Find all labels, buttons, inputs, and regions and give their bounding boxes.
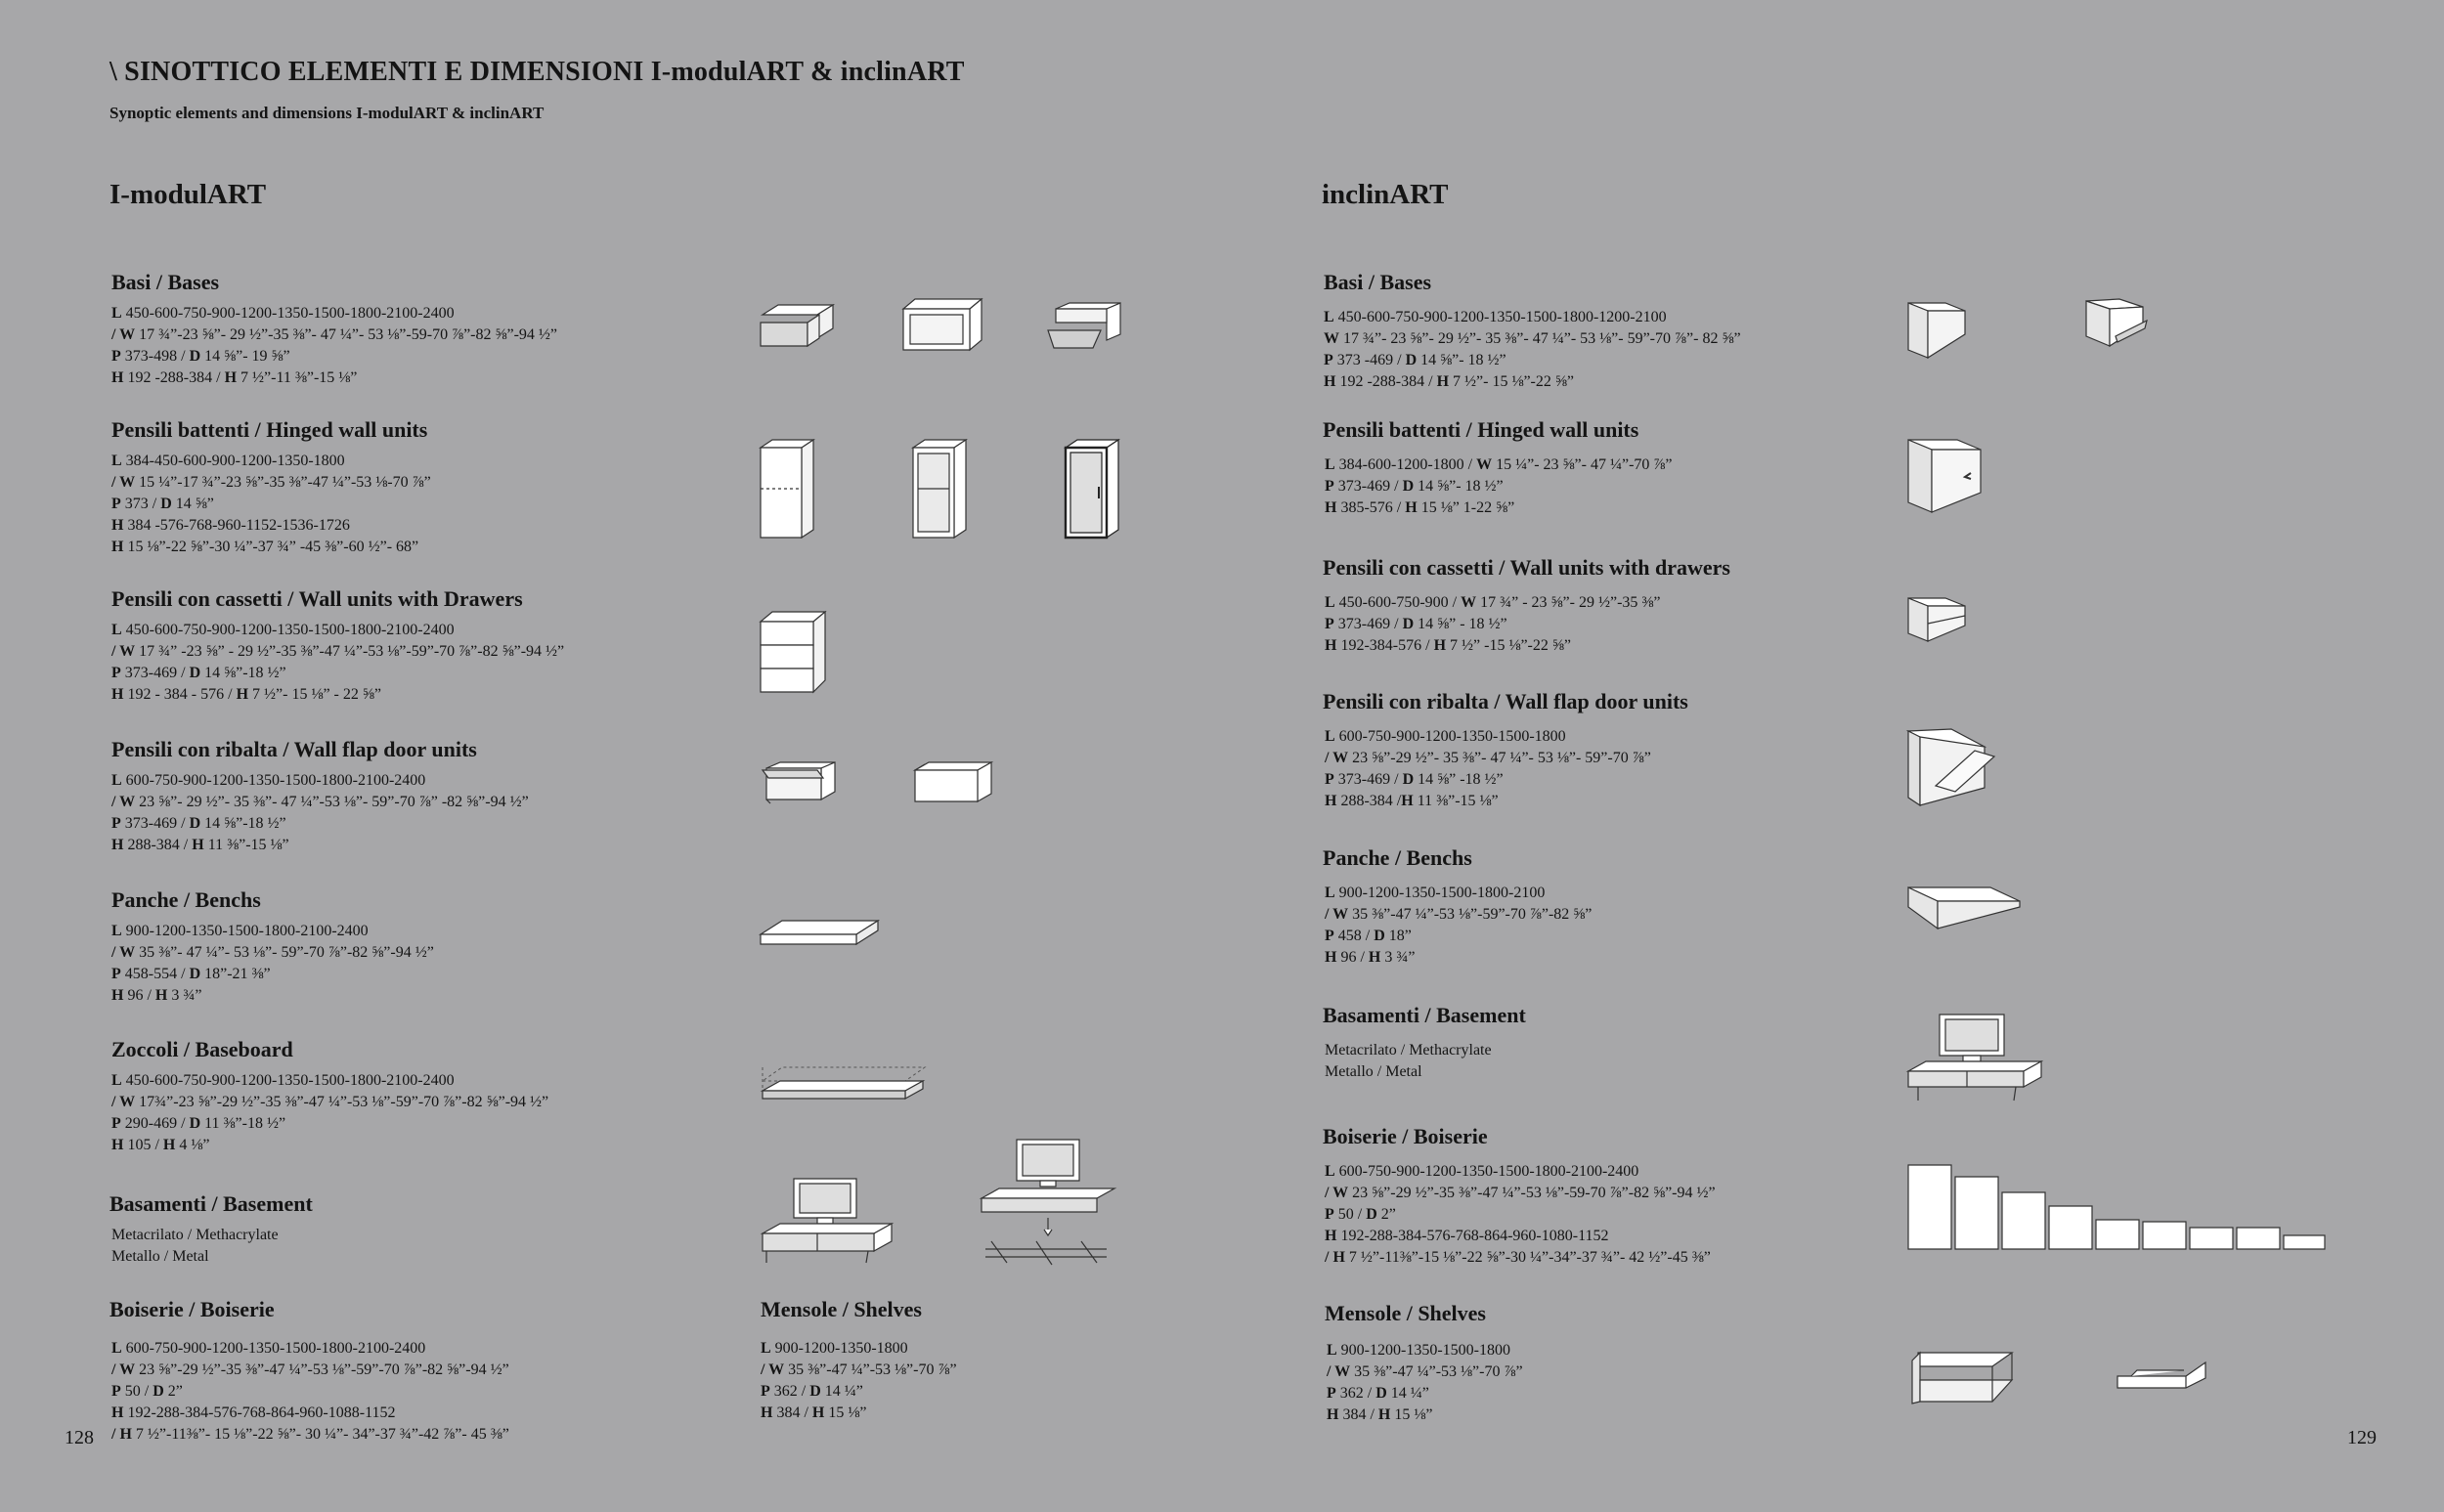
spec-line-l: L 900-1200-1350-1500-1800-2100 [1325,885,1546,901]
right-section-hinged-wall-units [1323,417,1987,519]
baseboard-illustration [759,1061,927,1110]
right-section-bases [1324,270,1988,393]
spec-line-lw: L 450-600-750-900 / W 17 ¾” - 23 ⅝”- 29 ½”-35 ⅜” [1325,594,1661,611]
section-title: Basi / Bases [111,270,220,294]
boiserie-panel-288b [2237,1228,2280,1249]
material-line: Metacrilato / Methacrylate [111,1227,279,1243]
spec-line-l: L 384-450-600-900-1200-1350-1800 [111,453,345,469]
section-title: Pensili con ribalta / Wall flap door units [1323,689,1688,713]
section-title: Pensili con ribalta / Wall flap door units [111,737,477,761]
section-title: Mensole / Shelves [1325,1301,1486,1325]
inclin-drawer-unit-illustration [1906,596,1969,645]
section-title: Pensili battenti / Hinged wall units [111,417,428,442]
spec-line-w: / W 23 ⅝”- 29 ½”- 35 ⅜”- 47 ¼”-53 ⅛”- 59”-70 ⅞” -82 ⅝”-94 ½” [111,794,529,810]
boiserie-panel-288 [2190,1228,2233,1249]
left-section-bases [111,270,776,389]
boiserie-panel-768 [2002,1192,2045,1249]
left-section-baseboard [111,1037,776,1156]
right-section-shelves [1325,1301,1989,1426]
inclin-boiserie-panels-illustration [1906,1163,2327,1251]
spec-line-p: P 373-498 / D 14 ⅝”- 19 ⅝” [111,348,290,365]
bench-illustration [759,915,882,948]
spec-line-l: L 900-1200-1350-1800 [761,1340,908,1357]
right-section-wall-flap-door-units [1323,689,1987,812]
inclin-base-open-illustration [2084,297,2149,354]
spec-line-h: H 96 / H 3 ¾” [1325,949,1416,966]
spec-line-h-mm: H 192-288-384-576-768-864-960-1088-1152 [111,1404,396,1421]
spec-line-w: / W 35 ⅜”-47 ¼”-53 ⅛”-59”-70 ⅞”-82 ⅝” [1325,906,1593,923]
spec-line-p: P 50 / D 2” [111,1383,183,1400]
inclin-bench-illustration [1906,884,2024,932]
spec-line-p: P 373-469 / D 14 ⅝”-18 ½” [111,815,286,832]
spec-line-w: / W 23 ⅝”-29 ½”-35 ⅜”-47 ¼”-53 ⅛”-59-70 ⅞”-82 ⅝”-94 ½” [1325,1185,1716,1201]
spec-line-h: H 192-384-576 / H 7 ½” -15 ⅛”-22 ⅝” [1325,637,1571,654]
spec-line-p: P 50 / D 2” [1325,1206,1396,1223]
spec-line-p: P 458-554 / D 18”-21 ⅜” [111,966,271,982]
left-section-wall-units-drawers [111,586,776,706]
section-title: Basamenti / Basement [109,1191,313,1216]
inclin-hinged-unit-illustration [1906,438,1985,514]
spec-line-l: L 450-600-750-900-1200-1350-1500-1800-2100-2400 [111,305,455,322]
left-section-benchs [111,887,776,1007]
spec-line-h-in: / H 7 ½”-11⅜”- 15 ⅛”-22 ⅝”- 30 ¼”- 34”-37 ¾”-42 ⅞”- 45 ⅜” [111,1426,509,1443]
right-section-basement [1323,1003,1987,1083]
spec-line-p: P 362 / D 14 ¼” [1327,1385,1429,1402]
spec-line-p: P 373-469 / D 14 ⅝” - 18 ½” [1325,616,1507,632]
spec-line-h: H 192 -288-384 / H 7 ½”-11 ⅜”-15 ⅛” [111,369,358,386]
left-section-wall-flap-door-units [111,737,776,856]
spec-line-w: / W 23 ⅝”-29 ½”- 35 ⅜”- 47 ¼”- 53 ⅛”- 59”-70 ⅞” [1325,750,1651,766]
spec-line-h-in: / H 7 ½”-11⅜”-15 ⅛”-22 ⅝”-30 ¼”-34”-37 ¾”- 42 ½”-45 ⅜” [1325,1249,1711,1266]
page-title: \ SINOTTICO ELEMENTI E DIMENSIONI I-modulART & inclinART [109,57,965,87]
left-section-boiserie [109,1297,774,1446]
spec-line-h: H 384 / H 15 ⅛” [761,1404,867,1421]
right-section-wall-units-drawers [1323,555,1987,657]
spec-line-h-mm: H 384 -576-768-960-1152-1536-1726 [111,517,350,534]
section-title: Boiserie / Boiserie [1323,1124,1488,1148]
spec-line-h-mm: H 192-288-384-576-768-864-960-1080-1152 [1325,1228,1609,1244]
spec-line-w: / W 35 ⅜”-47 ¼”-53 ⅛”-70 ⅞” [761,1361,957,1378]
left-section-hinged-wall-units [111,417,776,558]
spec-line-w: / W 15 ¼”-17 ¾”-23 ⅝”-35 ⅜”-47 ¼”-53 ⅛-70 ⅞” [111,474,431,491]
spec-line-p: P 373 -469 / D 14 ⅝”- 18 ½” [1324,352,1506,368]
flap-unit-open-illustration [761,760,849,807]
inclin-flap-unit-illustration [1906,727,2000,807]
drawer-unit-illustration [759,610,829,694]
spec-line-w: / W 35 ⅜”-47 ¼”-53 ⅛”-70 ⅞” [1327,1363,1523,1380]
base-drawer-illustration [759,301,837,348]
left-section-basement [109,1191,774,1268]
spec-line-l: L 900-1200-1350-1500-1800-2100-2400 [111,923,369,939]
spec-line-l: L 450-600-750-900-1200-1350-1500-1800-2100-2400 [111,622,455,638]
page-subtitle: Synoptic elements and dimensions I-modulART & inclinART [109,104,545,122]
section-title: Pensili battenti / Hinged wall units [1323,417,1639,442]
spec-line-p: P 458 / D 18” [1325,928,1412,944]
base-open-box-illustration [901,297,983,352]
section-title: Boiserie / Boiserie [109,1297,275,1321]
spec-line-w: / W 17¾”-23 ⅝”-29 ½”-35 ⅜”-47 ¼”-53 ⅛”-59”-70 ⅞”-82 ⅝”-94 ½” [111,1094,549,1110]
spec-line-h: H 192 -288-384 / H 7 ½”- 15 ⅛”-22 ⅝” [1324,373,1574,390]
spec-line-l: L 600-750-900-1200-1350-1500-1800 [1325,728,1566,745]
page-number-left: 128 [65,1427,94,1448]
spec-line-w: / W 23 ⅝”-29 ½”-35 ⅜”-47 ¼”-53 ⅛”-59”-70 ⅞”-82 ⅝”-94 ½” [111,1361,509,1378]
inclin-base-illustration [1906,301,1969,360]
boiserie-panel-192 [2284,1235,2325,1249]
spec-line-l: L 600-750-900-1200-1350-1500-1800-2100-2400 [1325,1163,1639,1180]
spec-line-h: H 288-384 /H 11 ⅜”-15 ⅛” [1325,793,1499,809]
spec-line-l: L 450-600-750-900-1200-1350-1500-1800-2100-2400 [111,1072,455,1089]
right-column-title: inclinART [1322,179,1449,210]
spec-line-p: P 373-469 / D 14 ⅝”- 18 ½” [1325,478,1504,495]
spec-line-p: P 373-469 / D 14 ⅝”-18 ½” [111,665,286,681]
spec-line-w: / W 17 ¾”-23 ⅝”- 29 ½”-35 ⅜”- 47 ¼”- 53 ⅛”-59-70 ⅞”-82 ⅝”-94 ½” [111,326,558,343]
section-title: Basi / Bases [1324,270,1432,294]
basement-tv-unit-illustration [759,1173,895,1267]
section-title: Pensili con cassetti / Wall units with drawers [1323,555,1730,580]
flap-unit-closed-illustration [909,760,997,807]
spec-line-h: H 288-384 / H 11 ⅜”-15 ⅛” [111,837,289,853]
section-title: Mensole / Shelves [761,1297,922,1321]
spec-line-h: H 192 - 384 - 576 / H 7 ½”- 15 ⅛” - 22 ⅝” [111,686,381,703]
boiserie-panel-384 [2096,1220,2139,1249]
page-number-right: 129 [2347,1427,2377,1448]
spec-line-p: P 373 / D 14 ⅝” [111,496,214,512]
spec-line-l: L 600-750-900-1200-1350-1500-1800-2100-2400 [111,772,426,789]
inclin-shelf-illustration [2116,1359,2209,1390]
spec-line-h: H 96 / H 3 ¾” [111,987,202,1004]
material-line: Metacrilato / Methacrylate [1325,1042,1492,1058]
boiserie-panel-960 [1955,1177,1998,1249]
inclin-shelf-box-illustration [1910,1351,2014,1405]
section-title: Panche / Benchs [1323,845,1472,870]
right-section-benchs [1323,845,1987,969]
spec-line-p: P 362 / D 14 ¼” [761,1383,863,1400]
right-section-boiserie [1323,1124,1987,1269]
inclin-basement-tv-illustration [1904,1013,2045,1102]
spec-line-p: P 373-469 / D 14 ⅝” -18 ½” [1325,771,1504,788]
spec-line-l: L 450-600-750-900-1200-1350-1500-1800-1200-2100 [1324,309,1667,325]
section-title: Basamenti / Basement [1323,1003,1526,1027]
base-flap-illustration [1046,303,1124,352]
boiserie-panel-384b [2143,1222,2186,1249]
spec-line-w: / W 17 ¾” -23 ⅝” - 29 ½”-35 ⅜”-47 ¼”-53 ⅛”-59”-70 ⅞”-82 ⅝”-94 ½” [111,643,565,660]
material-line: Metallo / Metal [1325,1063,1422,1080]
boiserie-panel-576 [2049,1206,2092,1249]
left-section-shelves [761,1297,1171,1424]
spec-line-lw: L 384-600-1200-1800 / W 15 ¼”- 23 ⅝”- 47 ¼”-70 ⅞” [1325,456,1673,473]
section-title: Zoccoli / Baseboard [111,1037,293,1061]
hinged-unit-closed-illustration [759,438,817,540]
spec-line-h: H 385-576 / H 15 ⅛” 1-22 ⅝” [1325,499,1515,516]
spec-line-h-in: H 15 ⅛”-22 ⅝”-30 ¼”-37 ¾” -45 ⅜”-60 ½”- 68” [111,539,419,555]
boiserie-panel-1152 [1908,1165,1951,1249]
left-column-title: I-modulART [109,179,267,210]
hinged-unit-open-illustration [911,438,970,540]
hinged-unit-glass-illustration [1064,438,1122,540]
spec-line-w: / W 35 ⅜”- 47 ¼”- 53 ⅛”- 59”-70 ⅞”-82 ⅝”-94 ½” [111,944,434,961]
spec-line-l: L 600-750-900-1200-1350-1500-1800-2100-2400 [111,1340,426,1357]
spec-line-h: H 384 / H 15 ⅛” [1327,1406,1433,1423]
section-title: Pensili con cassetti / Wall units with Drawers [111,586,523,611]
section-title: Panche / Benchs [111,887,261,912]
spec-line-p: P 290-469 / D 11 ⅜”-18 ½” [111,1115,286,1132]
spec-line-w: W 17 ¾”- 23 ⅝”- 29 ½”- 35 ⅜”- 47 ¼”- 53 ⅛”- 59”-70 ⅞”- 82 ⅝” [1324,330,1741,347]
spec-line-h: H 105 / H 4 ⅛” [111,1137,210,1153]
spec-line-l: L 900-1200-1350-1500-1800 [1327,1342,1510,1359]
basement-metal-illustration [978,1134,1120,1269]
material-line: Metallo / Metal [111,1248,209,1265]
